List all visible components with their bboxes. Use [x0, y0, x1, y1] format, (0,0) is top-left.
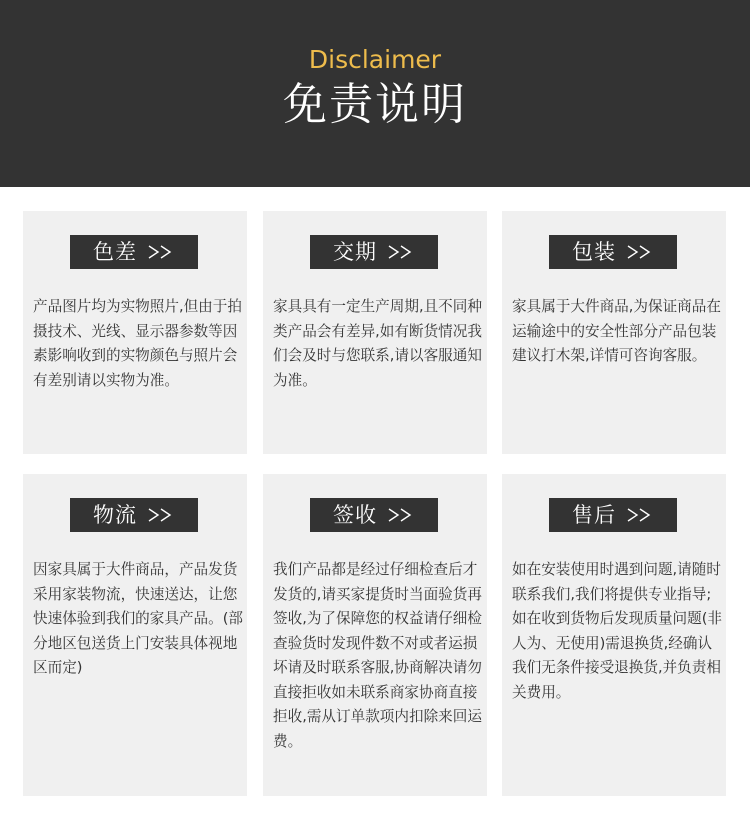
double-chevron-right-icon — [626, 507, 654, 523]
card-delivery-time — [263, 211, 487, 454]
section-title: 交期 — [333, 240, 377, 264]
double-chevron-right-icon — [626, 244, 654, 260]
header-subtitle: Disclaimer — [308, 45, 442, 74]
card-after-sales — [502, 474, 726, 796]
section-text: 如在安装使用时遇到问题,请随时联系我们,我们将提供专业指导;如在收到货物后发现质量问题(非人为、无使用)需退换货,经确认我们无条件接受退换货,并负责相关费用。 — [512, 561, 723, 701]
section-text: 我们产品都是经过仔细检查后才发货的,请买家提货时当面验货再签收,为了保障您的权益请仔细检查验货时发现件数不对或者运损坏请及时联系客服,协商解决请勿直接拒收如未联系商家协商直接拒收,需从订单款项内扣除来回运费。 — [273, 561, 482, 750]
header-banner — [0, 0, 750, 187]
section-badge — [70, 498, 198, 532]
section-title: 色差 — [93, 240, 137, 264]
section-title: 包装 — [572, 240, 616, 264]
section-badge — [70, 235, 198, 269]
section-title: 物流 — [93, 503, 137, 527]
section-badge — [310, 235, 438, 269]
card-color-difference — [23, 211, 247, 454]
card-sign-for — [263, 474, 487, 796]
section-text: 家具属于大件商品,为保证商品在运输途中的安全性部分产品包装建议打木架,详情可咨询客服。 — [512, 298, 721, 364]
double-chevron-right-icon — [147, 507, 175, 523]
section-text: 产品图片均为实物照片,但由于拍摄技术、光线、显示器参数等因素影响收到的实物颜色与照片会有差别请以实物为准。 — [33, 298, 242, 389]
card-logistics — [23, 474, 247, 796]
section-title: 售后 — [572, 503, 616, 527]
double-chevron-right-icon — [147, 244, 175, 260]
section-badge — [549, 235, 677, 269]
section-badge — [549, 498, 677, 532]
card-packaging — [502, 211, 726, 454]
section-title: 签收 — [333, 503, 377, 527]
section-text: 因家具属于大件商品，产品发货采用家装物流，快速送达，让您快速体验到我们的家具产品。(部分地区包送货上门安装具体视地区而定) — [33, 561, 244, 676]
section-text: 家具具有一定生产周期,且不同种类产品会有差异,如有断货情况我们会及时与您联系,请以客服通知为准。 — [273, 298, 482, 389]
double-chevron-right-icon — [387, 507, 415, 523]
double-chevron-right-icon — [387, 244, 415, 260]
section-badge — [310, 498, 438, 532]
page-title: 免责说明 — [283, 79, 467, 130]
